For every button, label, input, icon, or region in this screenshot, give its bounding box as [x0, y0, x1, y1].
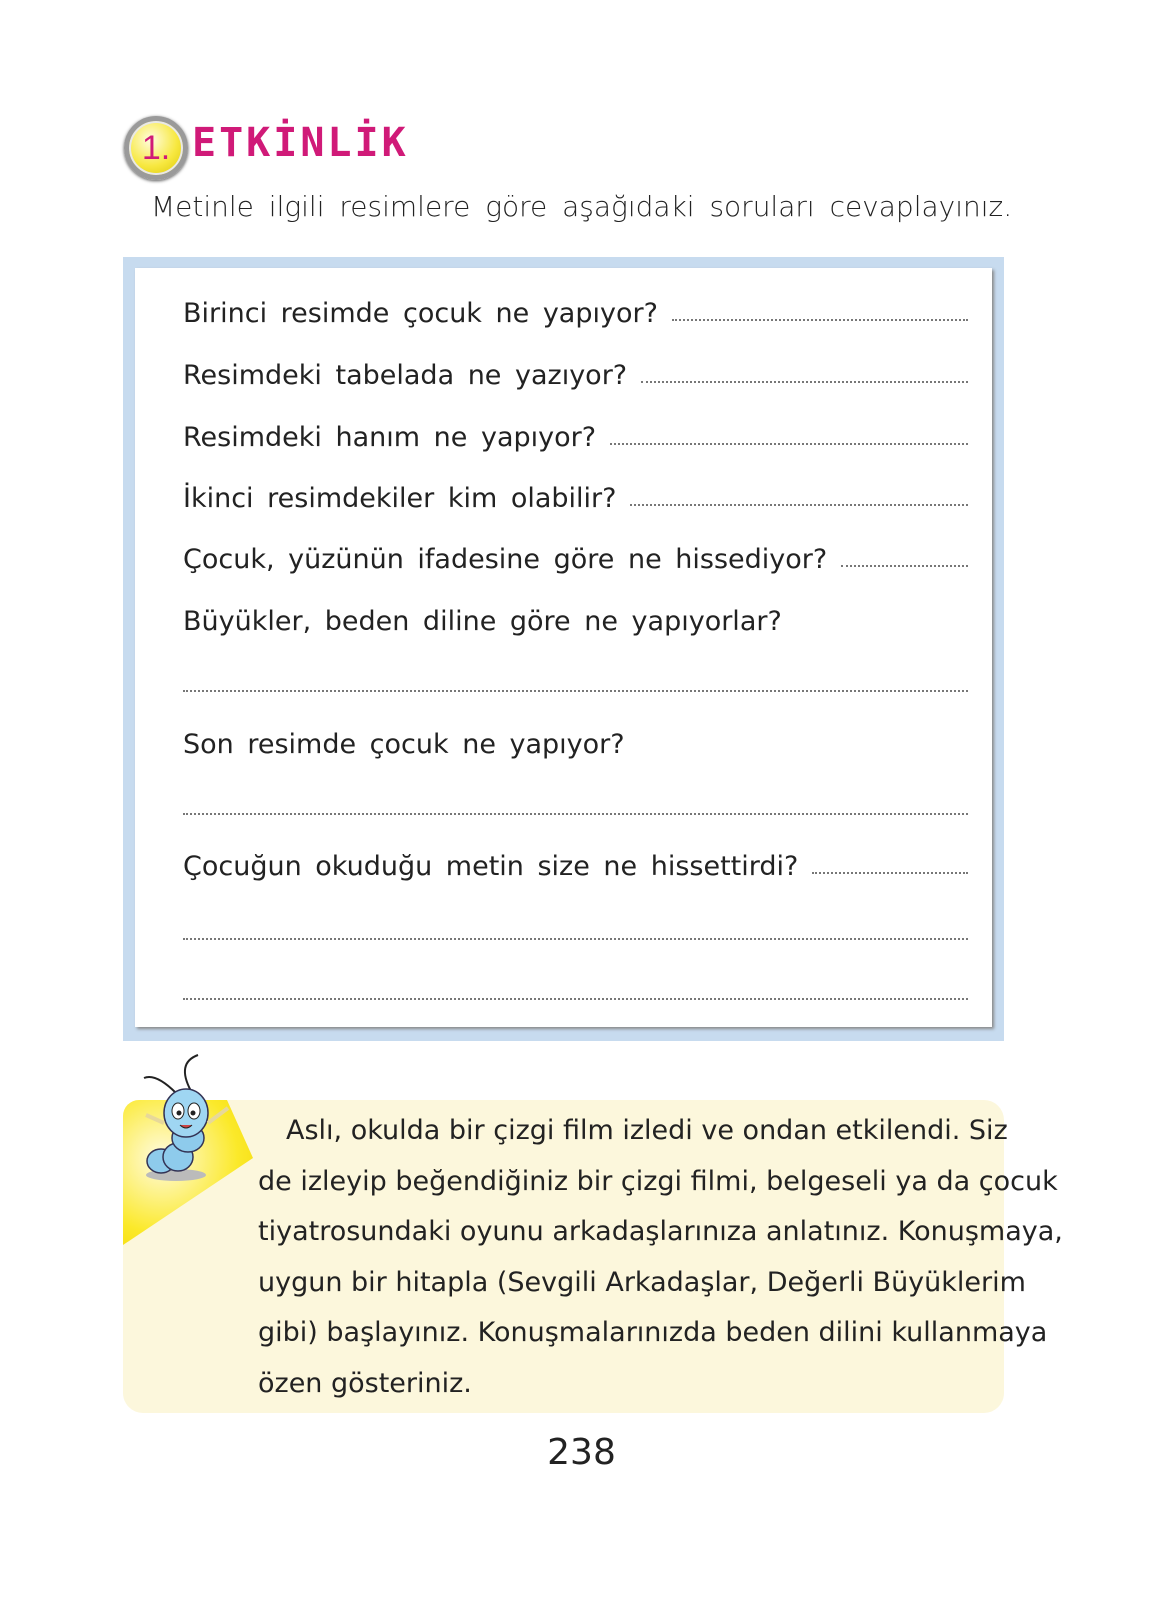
activity-title: ETKİNLİK [192, 120, 409, 166]
question-3 [183, 422, 968, 453]
question-4 [183, 483, 968, 514]
activity-number-badge [124, 116, 188, 180]
caterpillar-mascot-icon [136, 1053, 246, 1183]
paragraph-line: özen gösteriniz. [258, 1367, 472, 1399]
answer-line[interactable] [630, 504, 968, 506]
question-6 [183, 606, 968, 637]
answer-line[interactable] [183, 938, 968, 940]
answer-line[interactable] [183, 998, 968, 1000]
question-text: Birinci resimde çocuk ne yapıyor? [183, 298, 658, 329]
question-text: Çocuk, yüzünün ifadesine göre ne hissediyor? [183, 544, 828, 575]
activity-number: 1. [141, 128, 171, 167]
question-7 [183, 729, 968, 760]
question-text: Çocuğun okuduğu metin size ne hissettirdi? [183, 851, 799, 882]
answer-line[interactable] [183, 690, 968, 692]
paragraph-line: tiyatrosundaki oyunu arkadaşlarınıza anlatınız. Konuşmaya, [258, 1216, 1063, 1248]
paragraph-line: Aslı, okulda bir çizgi film izledi ve ondan etkilendi. Siz [286, 1115, 1008, 1146]
question-text: Büyükler, beden diline göre ne yapıyorlar? [183, 606, 782, 637]
questions-box [123, 257, 1004, 1041]
speaking-task-text [258, 1106, 1063, 1410]
question-2 [183, 360, 968, 391]
page-number: 238 [547, 1432, 616, 1473]
question-8 [183, 851, 968, 882]
answer-line[interactable] [183, 813, 968, 815]
paragraph-line: gibi) başlayınız. Konuşmalarınızda beden dilini kullanmaya [258, 1317, 1048, 1349]
answer-line[interactable] [812, 872, 968, 874]
answer-line[interactable] [610, 443, 968, 445]
instruction-text: Metinle ilgili resimlere göre aşağıdaki soruları cevaplayınız. [151, 190, 1013, 223]
answer-line[interactable] [672, 319, 968, 321]
question-text: İkinci resimdekiler kim olabilir? [183, 483, 617, 514]
answer-line[interactable] [641, 381, 968, 383]
answer-line[interactable] [841, 565, 968, 567]
paragraph-line: uygun bir hitapla (Sevgili Arkadaşlar, Değerli Büyüklerim [258, 1266, 1026, 1298]
questions-panel [135, 268, 992, 1027]
question-text: Resimdeki tabelada ne yazıyor? [183, 360, 628, 391]
paragraph-line: de izleyip beğendiğiniz bir çizgi filmi, belgeseli ya da çocuk [258, 1165, 1058, 1197]
question-5 [183, 544, 968, 575]
question-text: Son resimde çocuk ne yapıyor? [183, 729, 625, 760]
question-text: Resimdeki hanım ne yapıyor? [183, 422, 597, 453]
question-1 [183, 298, 968, 329]
